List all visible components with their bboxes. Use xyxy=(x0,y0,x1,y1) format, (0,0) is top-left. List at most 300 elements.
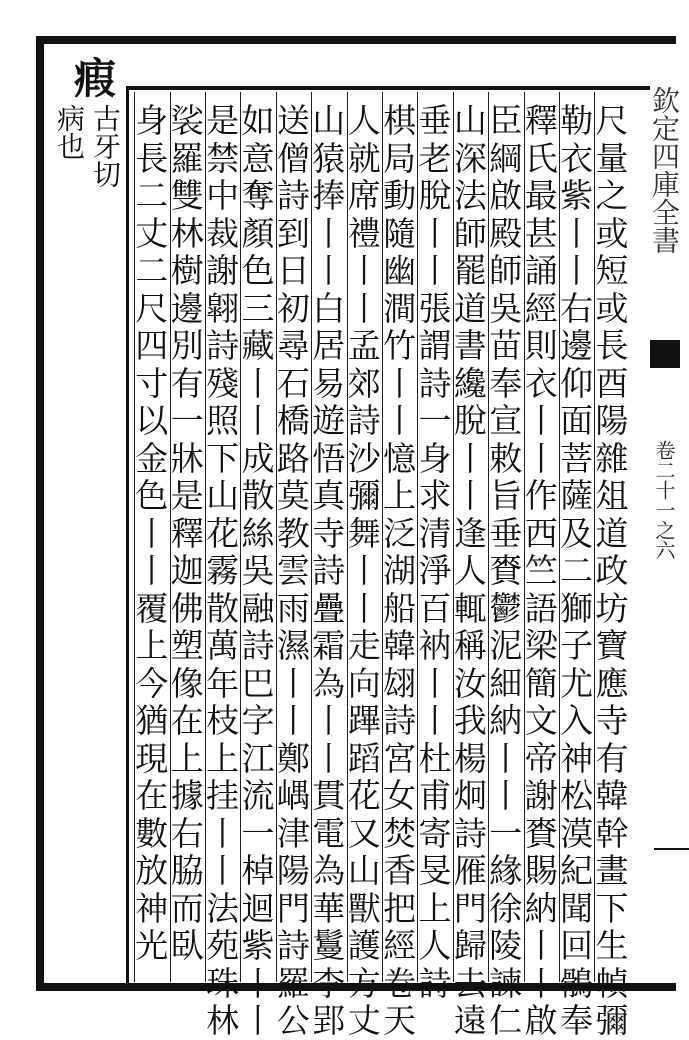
glyph: 泥 xyxy=(489,626,523,665)
glyph: 江 xyxy=(241,738,275,778)
glyph: 旨 xyxy=(489,476,523,515)
glyph: 徐 xyxy=(489,888,523,928)
glyph: 宮 xyxy=(383,738,417,778)
glyph: 奉 xyxy=(560,1001,594,1040)
glyph: 及 xyxy=(560,513,594,553)
glyph: 丨 xyxy=(312,738,346,778)
glyph: 僧 xyxy=(276,138,310,178)
glyph: 公 xyxy=(276,1001,310,1040)
glyph: 鄭 xyxy=(276,738,310,778)
glyph: 上 xyxy=(206,738,240,778)
glyph: 子 xyxy=(560,626,594,665)
glyph: 女 xyxy=(383,776,417,815)
glyph: 翃 xyxy=(383,663,417,703)
glyph: 薩 xyxy=(560,476,594,515)
glyph: 數 xyxy=(135,813,169,853)
glyph: 彌 xyxy=(595,1001,629,1040)
glyph: 詩 xyxy=(206,326,240,365)
glyph: 在 xyxy=(170,701,204,740)
glyph: 細 xyxy=(489,663,523,703)
glyph: 泛 xyxy=(383,513,417,553)
glyph: 一 xyxy=(170,401,204,440)
glyph: 尺 xyxy=(135,288,169,328)
glyph: 政 xyxy=(595,551,629,590)
glyph: 散 xyxy=(206,588,240,628)
glyph: 佛 xyxy=(170,588,204,628)
glyph: 松 xyxy=(560,776,594,815)
glyph: 花 xyxy=(347,776,381,815)
glyph: 迴 xyxy=(241,888,275,928)
glyph: 身 xyxy=(135,101,169,140)
glyph: 丈 xyxy=(135,213,169,253)
glyph: 尺 xyxy=(595,101,629,140)
glyph: 梁 xyxy=(524,626,558,665)
glyph: 奉 xyxy=(489,363,523,403)
glyph: 華 xyxy=(312,888,346,928)
glyph: 詩 xyxy=(312,551,346,590)
glyph: 釋 xyxy=(524,101,558,140)
glyph: 羅 xyxy=(276,963,310,1003)
text-column xyxy=(488,102,524,1040)
glyph: 神 xyxy=(560,738,594,778)
glyph: 局 xyxy=(383,138,417,178)
glyph: 融 xyxy=(241,588,275,628)
glyph: 焚 xyxy=(383,813,417,853)
glyph: 丨 xyxy=(560,213,594,253)
glyph: 郊 xyxy=(347,363,381,403)
glyph: 俎 xyxy=(595,476,629,515)
glyph: 向 xyxy=(347,663,381,703)
glyph: 羅 xyxy=(170,138,204,178)
glyph: 丨 xyxy=(206,851,240,890)
glyph: 脫 xyxy=(453,401,487,440)
glyph: 經 xyxy=(524,288,558,328)
glyph: 孟 xyxy=(347,326,381,365)
glyph: 石 xyxy=(276,363,310,403)
glyph: 走 xyxy=(347,626,381,665)
glyph: 日 xyxy=(276,251,310,290)
glyph: 鶻 xyxy=(560,963,594,1003)
glyph: 山 xyxy=(347,851,381,890)
glyph: 一 xyxy=(418,401,452,440)
glyph: 林 xyxy=(206,1001,240,1040)
glyph: 垂 xyxy=(418,101,452,140)
glyph: 尋 xyxy=(276,326,310,365)
glyph: 法 xyxy=(206,888,240,928)
glyph: 嵎 xyxy=(276,776,310,815)
text-column xyxy=(275,102,311,1040)
glyph: 萬 xyxy=(206,626,240,665)
glyph: 枝 xyxy=(206,701,240,740)
glyph: 花 xyxy=(206,513,240,553)
glyph: 居 xyxy=(312,326,346,365)
glyph: 生 xyxy=(595,926,629,965)
glyph: 鬘 xyxy=(312,926,346,965)
glyph: 緣 xyxy=(489,851,523,890)
glyph: 竺 xyxy=(524,551,558,590)
glyph: 在 xyxy=(135,776,169,815)
glyph: 雁 xyxy=(453,851,487,890)
glyph: 師 xyxy=(489,251,523,290)
glyph: 丨 xyxy=(418,213,452,253)
glyph: 幹 xyxy=(595,813,629,853)
glyph: 金 xyxy=(135,438,169,478)
glyph: 上 xyxy=(135,626,169,665)
glyph: 林 xyxy=(170,213,204,253)
glyph: 是 xyxy=(170,476,204,515)
glyph: 而 xyxy=(170,888,204,928)
glyph: 彌 xyxy=(347,476,381,515)
glyph: 老 xyxy=(418,138,452,178)
glyph: 幀 xyxy=(595,963,629,1003)
glyph: 藏 xyxy=(241,326,275,365)
glyph: 門 xyxy=(276,888,310,928)
text-column xyxy=(134,102,170,965)
text-column xyxy=(452,102,488,1040)
glyph: 師 xyxy=(453,213,487,253)
glyph: 一 xyxy=(241,813,275,853)
glyph: 道 xyxy=(595,513,629,553)
glyph: 納 xyxy=(489,701,523,740)
glyph: 真 xyxy=(312,476,346,515)
glyph: 求 xyxy=(418,476,452,515)
glyph: 丨 xyxy=(383,401,417,440)
text-column xyxy=(594,102,630,1040)
glyph: 殘 xyxy=(206,363,240,403)
glyph: 丨 xyxy=(347,288,381,328)
glyph: 脇 xyxy=(170,851,204,890)
glyph: 丨 xyxy=(489,738,523,778)
glyph: 珠 xyxy=(206,963,240,1003)
glyph: 歸 xyxy=(453,926,487,965)
glyph: 丨 xyxy=(524,401,558,440)
glyph: 易 xyxy=(312,363,346,403)
glyph: 深 xyxy=(453,138,487,178)
glyph: 濕 xyxy=(276,626,310,665)
glyph: 漠 xyxy=(560,813,594,853)
glyph: 白 xyxy=(312,288,346,328)
glyph: 面 xyxy=(560,401,594,440)
glyph: 畫 xyxy=(595,851,629,890)
glyph: 護 xyxy=(347,926,381,965)
glyph: 巴 xyxy=(241,663,275,703)
glyph: 為 xyxy=(312,851,346,890)
text-column xyxy=(240,102,276,1040)
glyph: 山 xyxy=(206,476,240,515)
glyph: 啟 xyxy=(524,1001,558,1040)
glyph: 人 xyxy=(453,551,487,590)
glyph: 捧 xyxy=(312,176,346,215)
glyph: 帝 xyxy=(524,738,558,778)
glyph: 宣 xyxy=(489,401,523,440)
glyph: 長 xyxy=(595,326,629,365)
glyph: 丨 xyxy=(489,776,523,815)
glyph: 覆 xyxy=(135,588,169,628)
glyph: 詩 xyxy=(347,401,381,440)
glyph: 絲 xyxy=(241,513,275,553)
glyph: 方 xyxy=(347,963,381,1003)
glyph: 道 xyxy=(453,288,487,328)
glyph: 船 xyxy=(383,588,417,628)
glyph: 又 xyxy=(347,813,381,853)
glyph: 散 xyxy=(241,476,275,515)
glyph: 四 xyxy=(135,326,169,365)
headword-definition: 病也 xyxy=(53,104,86,160)
glyph: 山 xyxy=(453,101,487,140)
glyph: 清 xyxy=(418,513,452,553)
glyph: 詩 xyxy=(276,926,310,965)
glyph: 衣 xyxy=(524,363,558,403)
text-column xyxy=(169,102,205,965)
glyph: 是 xyxy=(206,101,240,140)
glyph: 路 xyxy=(276,438,310,478)
glyph: 舞 xyxy=(347,513,381,553)
glyph: 禁 xyxy=(206,138,240,178)
glyph: 寺 xyxy=(595,701,629,740)
glyph: 丨 xyxy=(135,513,169,553)
glyph: 詩 xyxy=(383,701,417,740)
glyph: 棋 xyxy=(383,101,417,140)
glyph: 謝 xyxy=(524,776,558,815)
glyph: 丨 xyxy=(347,251,381,290)
glyph: 澗 xyxy=(383,288,417,328)
glyph: 稱 xyxy=(453,626,487,665)
glyph: 賚 xyxy=(524,813,558,853)
glyph: 為 xyxy=(312,663,346,703)
text-column xyxy=(417,102,453,1002)
glyph: 經 xyxy=(383,926,417,965)
glyph: 津 xyxy=(276,813,310,853)
glyph: 樹 xyxy=(170,251,204,290)
glyph: 挂 xyxy=(206,776,240,815)
glyph: 尤 xyxy=(560,663,594,703)
glyph: 雜 xyxy=(595,438,629,478)
glyph: 簡 xyxy=(524,663,558,703)
glyph: 甫 xyxy=(418,776,452,815)
glyph: 人 xyxy=(418,926,452,965)
glyph: 納 xyxy=(524,888,558,928)
glyph: 紀 xyxy=(560,851,594,890)
glyph: 書 xyxy=(453,326,487,365)
glyph: 吳 xyxy=(489,288,523,328)
glyph: 旻 xyxy=(418,851,452,890)
glyph: 顏 xyxy=(241,213,275,253)
glyph: 丨 xyxy=(524,438,558,478)
glyph: 放 xyxy=(135,851,169,890)
glyph: 語 xyxy=(524,588,558,628)
glyph: 雨 xyxy=(276,588,310,628)
glyph: 丨 xyxy=(347,551,381,590)
glyph: 綱 xyxy=(489,138,523,178)
glyph: 韓 xyxy=(383,626,417,665)
glyph: 殿 xyxy=(489,213,523,253)
glyph: 憶 xyxy=(383,438,417,478)
glyph: 初 xyxy=(276,288,310,328)
glyph: 詩 xyxy=(453,813,487,853)
glyph: 丨 xyxy=(241,401,275,440)
glyph: 今 xyxy=(135,663,169,703)
glyph: 汝 xyxy=(453,663,487,703)
glyph: 就 xyxy=(347,138,381,178)
glyph: 下 xyxy=(206,438,240,478)
glyph: 炯 xyxy=(453,776,487,815)
glyph: 啟 xyxy=(489,176,523,215)
glyph: 臥 xyxy=(170,926,204,965)
glyph: 或 xyxy=(595,213,629,253)
glyph: 沙 xyxy=(347,438,381,478)
glyph: 中 xyxy=(206,176,240,215)
glyph: 文 xyxy=(524,701,558,740)
glyph: 短 xyxy=(595,251,629,290)
glyph: 字 xyxy=(241,701,275,740)
glyph: 疊 xyxy=(312,588,346,628)
glyph: 坊 xyxy=(595,588,629,628)
glyph: 動 xyxy=(383,176,417,215)
glyph: 有 xyxy=(170,363,204,403)
glyph: 陽 xyxy=(595,401,629,440)
glyph: 西 xyxy=(524,513,558,553)
glyph: 一 xyxy=(489,813,523,853)
glyph: 則 xyxy=(524,326,558,365)
glyph: 淨 xyxy=(418,551,452,590)
glyph: 詩 xyxy=(241,626,275,665)
glyph: 貫 xyxy=(312,776,346,815)
glyph: 入 xyxy=(560,701,594,740)
glyph: 下 xyxy=(595,888,629,928)
glyph: 上 xyxy=(383,476,417,515)
glyph: 山 xyxy=(312,101,346,140)
glyph: 誦 xyxy=(524,251,558,290)
glyph: 竹 xyxy=(383,326,417,365)
glyph: 裟 xyxy=(170,101,204,140)
volume-label: 卷二十一之六 xyxy=(652,440,676,560)
glyph: 丨 xyxy=(241,363,275,403)
glyph: 丨 xyxy=(135,551,169,590)
text-column xyxy=(559,102,595,1040)
glyph: 陽 xyxy=(276,851,310,890)
glyph: 丨 xyxy=(418,251,452,290)
glyph: 意 xyxy=(241,138,275,178)
glyph: 蹈 xyxy=(347,738,381,778)
glyph: 隨 xyxy=(383,213,417,253)
glyph: 氏 xyxy=(524,138,558,178)
glyph: 丨 xyxy=(312,213,346,253)
glyph: 苑 xyxy=(206,926,240,965)
text-column xyxy=(523,102,559,1040)
glyph: 莫 xyxy=(276,476,310,515)
glyph: 二 xyxy=(135,251,169,290)
glyph: 吳 xyxy=(241,551,275,590)
glyph: 我 xyxy=(453,701,487,740)
glyph: 張 xyxy=(418,288,452,328)
glyph: 邊 xyxy=(560,326,594,365)
glyph: 或 xyxy=(595,288,629,328)
glyph: 苗 xyxy=(489,326,523,365)
glyph: 逢 xyxy=(453,513,487,553)
glyph: 有 xyxy=(595,738,629,778)
glyph: 禮 xyxy=(347,213,381,253)
glyph: 法 xyxy=(453,176,487,215)
glyph: 罷 xyxy=(453,251,487,290)
glyph: 仰 xyxy=(560,363,594,403)
glyph: 年 xyxy=(206,663,240,703)
glyph: 寸 xyxy=(135,363,169,403)
glyph: 湖 xyxy=(383,551,417,590)
glyph: 丨 xyxy=(418,701,452,740)
text-column xyxy=(311,102,347,1040)
glyph: 丨 xyxy=(524,963,558,1003)
glyph: 據 xyxy=(170,776,204,815)
glyph: 猶 xyxy=(135,701,169,740)
glyph: 郢 xyxy=(312,1001,346,1040)
glyph: 作 xyxy=(524,476,558,515)
glyph: 丨 xyxy=(312,251,346,290)
glyph: 諫 xyxy=(489,963,523,1003)
glyph: 量 xyxy=(595,138,629,178)
glyph: 丨 xyxy=(276,701,310,740)
glyph: 聞 xyxy=(560,888,594,928)
glyph: 卷 xyxy=(383,963,417,1003)
glyph: 成 xyxy=(241,438,275,478)
glyph: 衲 xyxy=(418,626,452,665)
glyph: 李 xyxy=(312,963,346,1003)
glyph: 把 xyxy=(383,888,417,928)
text-column xyxy=(205,102,241,1040)
glyph: 人 xyxy=(347,101,381,140)
glyph: 丨 xyxy=(418,663,452,703)
fishtail-mark xyxy=(650,340,680,368)
glyph: 遊 xyxy=(312,401,346,440)
glyph: 脫 xyxy=(418,176,452,215)
glyph: 垂 xyxy=(489,513,523,553)
glyph: 酉 xyxy=(595,363,629,403)
glyph: 丨 xyxy=(241,963,275,1003)
glyph: 流 xyxy=(241,776,275,815)
glyph: 三 xyxy=(241,288,275,328)
glyph: 菩 xyxy=(560,438,594,478)
edge-rule xyxy=(654,848,689,850)
text-column xyxy=(382,102,418,1040)
glyph: 之 xyxy=(595,176,629,215)
glyph: 猿 xyxy=(312,138,346,178)
glyph: 謝 xyxy=(206,251,240,290)
glyph: 遠 xyxy=(453,1001,487,1040)
glyph: 以 xyxy=(135,401,169,440)
glyph: 臣 xyxy=(489,101,523,140)
glyph: 衣 xyxy=(560,138,594,178)
text-column xyxy=(346,102,382,1040)
glyph: 應 xyxy=(595,663,629,703)
glyph: 右 xyxy=(560,288,594,328)
glyph: 纔 xyxy=(453,363,487,403)
glyph: 謂 xyxy=(418,326,452,365)
glyph: 教 xyxy=(276,513,310,553)
glyph: 悟 xyxy=(312,438,346,478)
glyph: 棹 xyxy=(241,851,275,890)
glyph: 色 xyxy=(135,476,169,515)
glyph: 天 xyxy=(383,1001,417,1040)
glyph: 丨 xyxy=(241,1001,275,1040)
glyph: 裁 xyxy=(206,213,240,253)
glyph: 丨 xyxy=(347,588,381,628)
glyph: 像 xyxy=(170,663,204,703)
glyph: 邊 xyxy=(170,288,204,328)
glyph: 霜 xyxy=(312,626,346,665)
glyph: 長 xyxy=(135,138,169,178)
glyph: 杜 xyxy=(418,738,452,778)
glyph: 寺 xyxy=(312,513,346,553)
glyph: 紫 xyxy=(560,176,594,215)
